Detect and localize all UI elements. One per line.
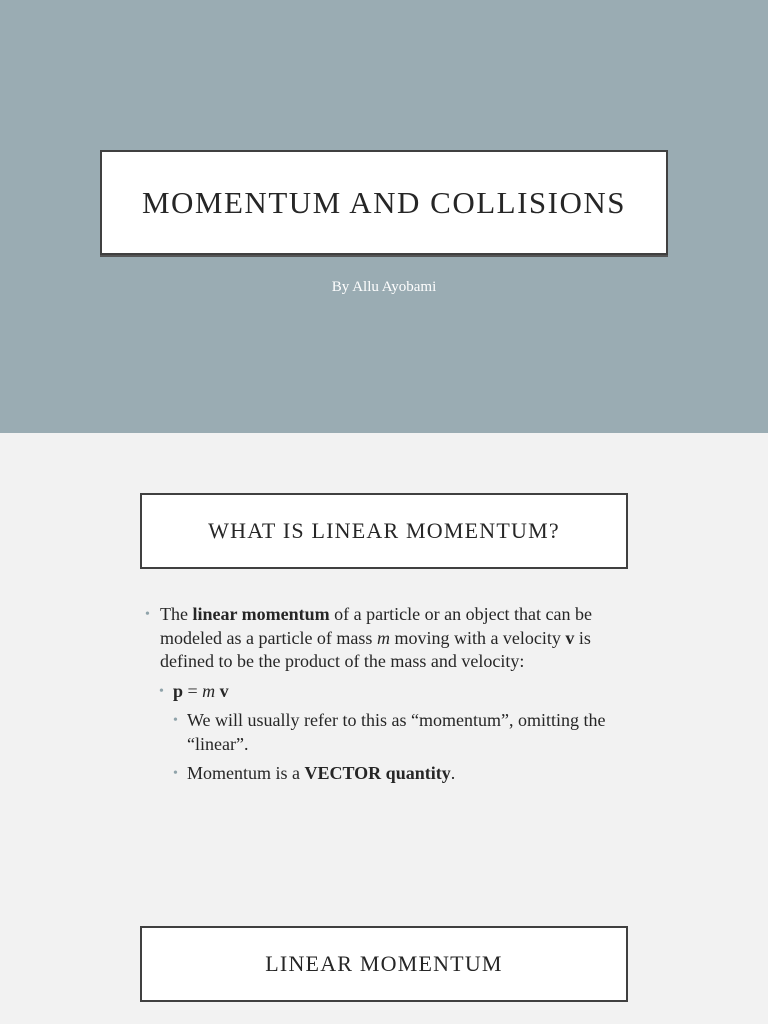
bullet-text-segment: m	[376, 627, 390, 648]
title-box	[100, 150, 668, 255]
bullet-dot-icon: •	[173, 766, 178, 781]
bullet-text-segment: of a particle or an object that can be modeled as a particle of mass	[160, 604, 593, 648]
bullet-dot-icon: •	[145, 607, 150, 622]
bullet-dot-icon: •	[159, 683, 164, 699]
bullet-text-segment: m	[202, 680, 216, 701]
bullet-text-segment: v	[219, 680, 229, 701]
heading-box-linear-momentum-question	[140, 493, 628, 569]
bullet-text-segment: moving with a velocity	[389, 627, 566, 648]
bullet-item	[145, 762, 625, 786]
title-slide	[0, 0, 768, 433]
slide-subtitle: By Allu Ayobami	[331, 279, 437, 295]
bullet-dot-icon: •	[173, 713, 178, 728]
bullet-text-segment: is defined to be the product of the mass and velocity:	[160, 627, 591, 671]
bullet-item	[145, 709, 625, 756]
bullet-text-segment: v	[565, 627, 575, 648]
bullet-text-segment: linear momentum	[192, 604, 330, 624]
heading-box-linear-momentum	[140, 926, 628, 1002]
slide-title: MOMENTUM AND COLLISIONS	[141, 184, 626, 220]
bullet-item	[145, 603, 625, 674]
bullet-list	[145, 603, 625, 792]
bullet-text-segment: The	[160, 604, 193, 624]
bullet-text-segment: p	[173, 680, 184, 701]
bullet-text-segment: .	[450, 763, 456, 783]
bullet-text-segment: VECTOR quantity	[304, 763, 451, 783]
bullet-item	[145, 680, 625, 704]
bullet-text-segment: We will usually refer to this as “momentum”, omitting the “linear”.	[187, 710, 606, 754]
slide-heading: LINEAR MOMENTUM	[265, 951, 503, 976]
bullet-text-segment: Momentum is a	[187, 763, 305, 783]
bullet-text-segment: =	[183, 680, 203, 701]
slide-heading: WHAT IS LINEAR MOMENTUM?	[208, 518, 560, 543]
